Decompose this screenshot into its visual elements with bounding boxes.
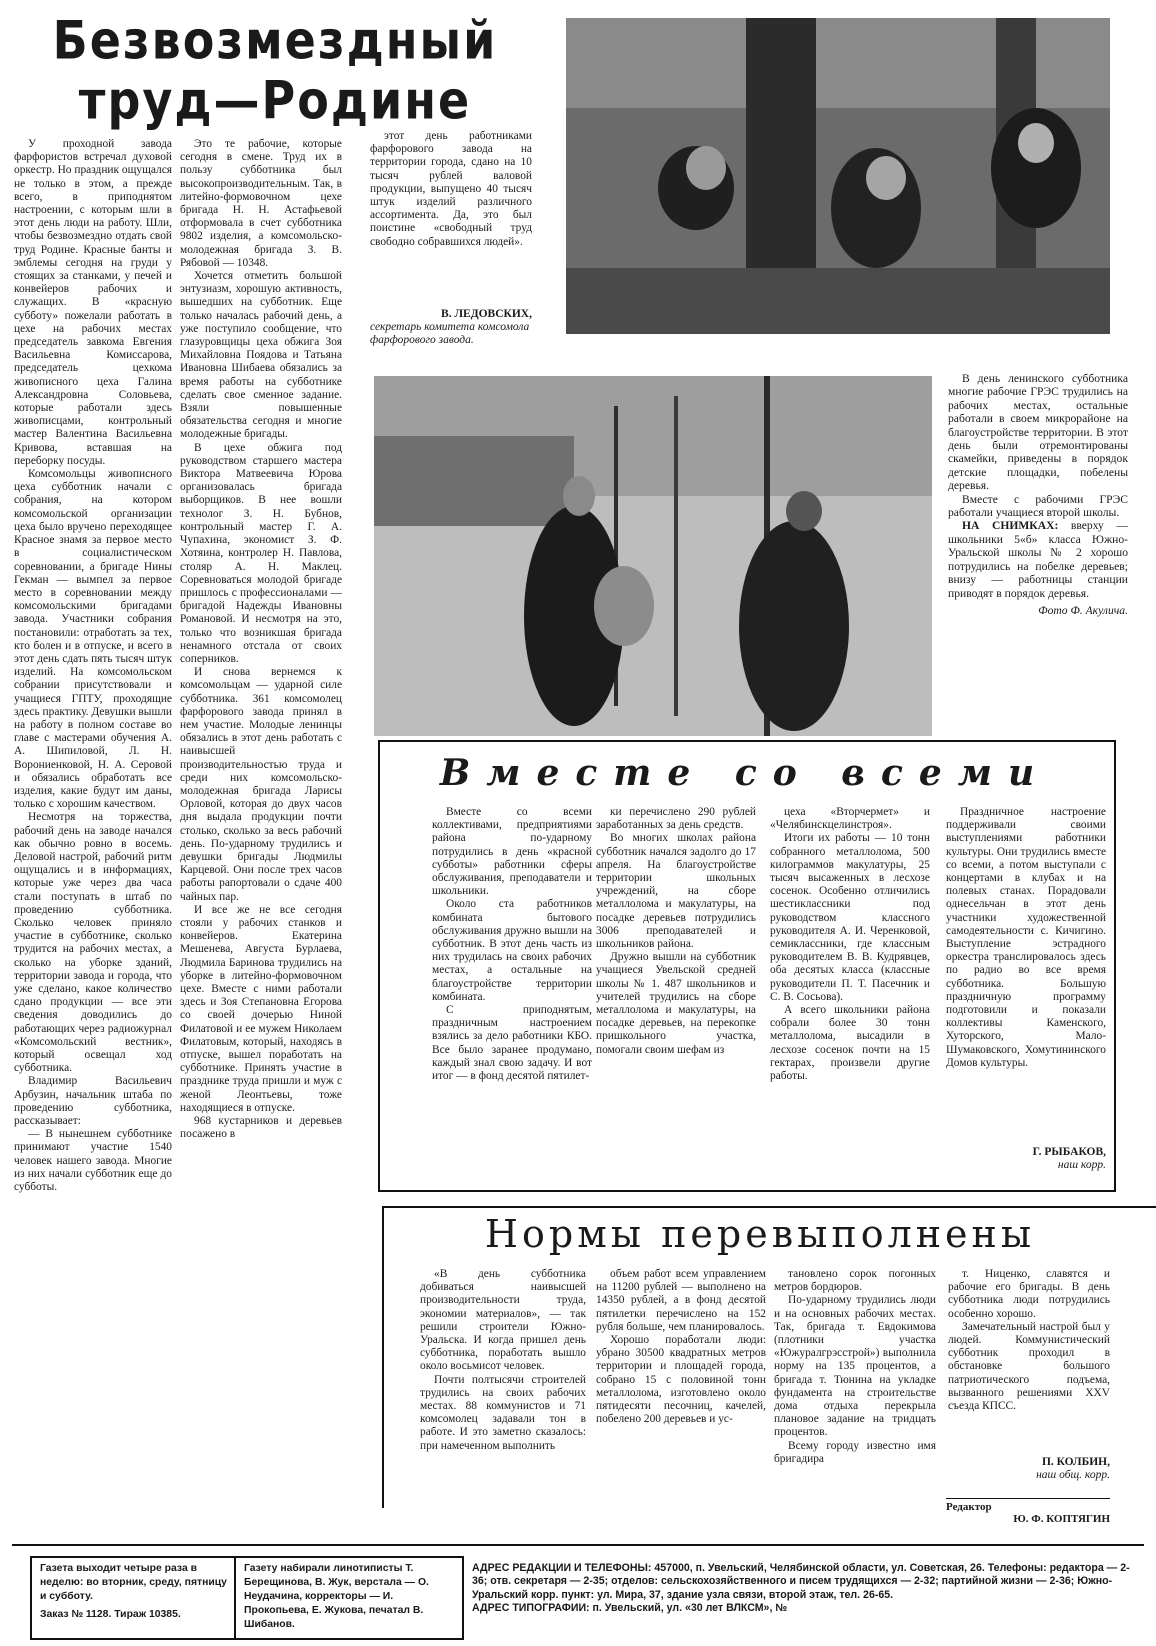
footer-divider [234,1556,236,1638]
footer-schedule [40,1562,230,1622]
paragraph: Владимир Васильевич Арбузин, начальник штаба по проведению субботника, рассказывает: [14,1075,172,1128]
article-signature [370,308,532,347]
photo-top-image [566,18,1110,334]
together-title: Вместе со всеми [439,752,1051,794]
photo-top-students [566,18,1110,334]
paragraph: тановлено сорок погонных метров бордюров. [774,1268,936,1294]
signature-name: Г. РЫБАКОВ, [1032,1146,1106,1158]
together-signature [946,1146,1106,1172]
paragraph: У проходной завода фарфористов встречал духовой оркестр. Но праздник ощущался не только в этом, а прежде всего, в приподнятом настроении, с которым шли в этот день люди на работу. Шли, чтобы безвозмездно отдать свой труд Родине. Красные банты и эмблемы сегодня на груди у стоящих за станками, у печей и конвейеров рабочих и служащих. В «красную субботу» пожелали работать в цехе на рабочих местах председатель завкома Евгения Васильевна Комиссарова, председатель цехкома живописного цеха Галина Александровна Соловьева, которые работали здесь живописцами, контрольный мастер Валентина Васильевна Кривова, вставшая на переборку посуды. [14,138,172,467]
editor-label: Редактор [946,1498,1110,1513]
article-column-2 [180,138,342,1468]
paragraph: — В нынешнем субботнике принимают участие 1540 человек нашего завода. Многие из них начали субботник еще до субботы. [14,1128,172,1194]
paragraph: В цехе обжига под руководством старшего мастера Виктора Матвеевича Юрова организовалась бригада выборщиков. В нее вошли технолог З. Н. Бубнов, контрольный мастер Г. А. Чупахина, экономист З. Ф. Хотяина, контролер Н. Павлова, столяр А. Н. Маклец. Соревноваться молодой бригаде пришлось с профессионалами — бригадой Надежды Ивановны Романовой. И несмотря на это, только что возникшая бригада ненамного отстала от своих соперников. [180,441,342,665]
together-column-1 [432,806,592,1176]
article-title-line2: труд—Родине [78,68,472,132]
paragraph: Почти полтысячи строителей трудились на своих рабочих местах. 88 коммунистов и 71 комсомолец задавали тон в работе. И это заметно сказалось: при намеченном выполнить [420,1373,586,1452]
photo-credit: Фото Ф. Акулича. [1038,603,1128,617]
article-title [40,8,510,132]
norms-title: Нормы перевыполнены [484,1212,1036,1256]
article-title-line1: Безвозмездный [52,8,498,72]
paragraph: цеха «Вторчермет» и «Челябинскцелинстроя». [770,806,930,832]
article-column-3 [370,130,532,305]
signature-name: В. ЛЕДОВСКИХ, [441,308,532,320]
footer-schedule-text: Газета выходит четыре раза в неделю: во вторник, среду, пятницу и субботу. [40,1563,227,1602]
footer-order-text: Заказ № 1128. Тираж 10385. [40,1609,181,1620]
paragraph: По-ударному трудились люди и на основных рабочих местах. Так, бригада т. Евдокимова (плотники участка «Южуралгрэсстрой») выполнила норму на 135 процентов, а бригада т. Тюнина на укладке фундамента на строительстве дома отдыха перекрыла плановое задание на тридцать процентов. [774,1294,936,1439]
norms-signature [948,1456,1110,1482]
paragraph: Около ста работников комбината бытового обслуживания дружно вышли на субботник. В этот день часть из них трудилась на своих рабочих местах, а остальные на благоустройстве территории комбината. [432,898,592,1003]
footer-address-text: АДРЕС РЕДАКЦИИ И ТЕЛЕФОНЫ: 457000, п. Увельский, Челябинской области, ул. Советская, 26. Телефоны: редактора — 2-36; отв. секретаря — 2-35; отделов: сельскохозяйственного и писем трудящихся — 2-32; партийной жизни — 2-36; Южно-Уральский корр. пункт: ул. Мира, 37, здание узла связи, второй этаж, тел. 26-65. [472,1562,1130,1601]
paragraph: Несмотря на торжества, рабочий день на заводе начался как обычно ровно в восемь. Деловой настрой, рабочий ритм ощущались и в информациях, которые уже через два часа стали поступать в штаб по проведению субботника. Сколько человек приняло участие в субботнике, сколько трудится на рабочих местах, а сколько на уборке зданий, территории завода и города, что уже сделано, какое количество сдано продукции — все эти сведения доводились до работающих через радиожурнал «Комсомольский вестник», который освещал ход субботника. [14,811,172,1075]
paragraph: Хочется отметить большой энтузиазм, хорошую активность, вышедших на субботник. Еще только началась рабочий день, а уже поступило сообщение, что глазуровщицы цеха обжига Зоя Михайловна Поядова и Татьяна Ивановна Шибаева обязались за время работы на субботнике сделать свое сменное задание. Взяли повышенные обязательства сегодня и многие молодежные бригады. [180,270,342,441]
caption-paragraph: В день ленинского субботника многие рабочие ГРЭС трудились на рабочих местах, остальные работали в своем микрорайоне на благоустройстве территории. В этот день были отремонтированы скамейки, приведены в порядок детские площадки, побелены деревья. [948,372,1128,493]
paragraph: Вместе со всеми коллективами, предприятиями района по-ударному потрудились в день «красной субботы» работники сферы обслуживания, преподаватели и школьники. [432,806,592,898]
photo-bottom-image [374,376,932,736]
footer-typeset: Газету набирали линотиписты Т. Берещинова, В. Жук, верстала — О. Неудачина, корректоры — И. Прокопьева, Е. Жукова, печатал В. Шибанов. [244,1563,429,1630]
paragraph: Комсомольцы живописного цеха субботник начали с собрания, на котором комсомольской организации цеха было вручено переходящее Красное знамя за первое место в социалистическом соревновании, а бригаде Нины Гекман — вымпел за первое место в соревновании между комсомольскими бригадами завода. Участники собрания постановили: отработать за тех, кто болен и в отпуске, и всего в этот день сдать пять тысяч штук изделий. На комсомольском собрании присутствовали и учащиеся ГПТУ, проходящие здесь практику. Девушки вышли на работу в полном составе во главе с мастерами обучения А. А. Шипиловой, Л. Н. Ворониенковой, Н. А. Серовой и обязались обработать все изделия, какие будут им даны, только с хорошим качеством. [14,468,172,811]
together-column-3 [770,806,930,1176]
footer-printing-text: АДРЕС ТИПОГРАФИИ: п. Увельский, ул. «30 лет ВЛКСМ», № [472,1602,788,1615]
together-column-2 [596,806,756,1176]
editor-name: Ю. Ф. КОПТЯГИН [1013,1513,1110,1525]
caption-paragraph [948,519,1128,599]
photo-bottom-workers [374,376,932,736]
norms-column-3 [774,1268,936,1513]
signature-name: П. КОЛБИН, [1041,1456,1110,1468]
paragraph: ки перечислено 290 рублей заработанных за день средств. [596,806,756,832]
caption-text: вверху — школьники 5«б» класса Южно-Уральской школы № 2 хорошо потрудились на побелке деревьев; внизу — работницы станции приводят в порядок деревья. [948,519,1128,600]
signature-title: секретарь комитета комсомола фарфорового завода. [370,321,530,346]
norms-column-4 [948,1268,1110,1433]
paragraph: Праздничное настроение поддерживали своими выступлениями работники культуры. Они трудились вместе со всеми, а потом выступали с концертами в клубах и на полевых станах. Порадовали однесельчан в этот день участники художественной самодеятельности с. Кичигино. Выступление эстрадного оркестра транслировалось здесь по радио во все время субботника. Большую праздничную программу подготовили и показали коллективы Каменского, Хуторского, Мало-Шумаковского, Хомутининского Домов культуры. [946,806,1106,1069]
article-column-1 [14,138,172,1468]
norms-column-1 [420,1268,586,1513]
norms-column-2 [596,1268,766,1513]
together-column-4 [946,806,1106,1136]
paragraph: этот день работниками фарфорового завода на территории города, сдано на 10 тысяч рублей валовой продукции, выпущено 40 тысяч штук изделий различного ассортимента. Да, это был поистине «свободный труд свободно собравшихся людей». [370,130,532,248]
paragraph: Это те рабочие, которые сегодня в смене. Труд их в пользу субботника был высокопроизводительным. Так, в литейно-формовочном цехе бригада Н. Н. Астафьевой отформовала в счет субботника 9802 изделия, а комсомольско-молодежная бригада З. В. Рябовой — 10348. [180,138,342,269]
caption-paragraph: Вместе с рабочими ГРЭС работали учащиеся второй школы. [948,492,1128,520]
footer-rule [12,1544,1144,1546]
paragraph: Во многих школах района субботник начался задолго до 17 апреля. На благоустройстве территории школьных учреждений, на сборе металлолома и макулатуры, на посадке деревьев потрудились 3006 преподавателей и школьников района. [596,832,756,951]
photo-caption [948,372,1128,712]
paragraph: И снова вернемся к комсомольцам — ударной силе субботника. 361 комсомолец фарфорового завода принял в нем участие. Молодые ленинцы обязались в этот день работать с наивысшей производительностью труда и среди них комсомольско-молодежная бригада Ларисы Орловой, которая до двух часов дня выдала продукции почти столько, сколько за весь рабочий день. По-ударному трудились и девушки бригады Людмилы Карцевой. Они после трех часов работы рапортовали о сдаче 400 чайных пар. [180,666,342,903]
caption-label: НА СНИМКАХ: [962,519,1059,533]
paragraph: А всего школьники района собрали более 30 тонн металлолома, высадили в лесхозе сосенок почти на 15 гектарах, произвели другие работы. [770,1004,930,1083]
signature-title: наш общ. корр. [1036,1469,1110,1481]
paragraph: 968 кустарников и деревьев посажено в [180,1115,342,1141]
paragraph: Всему городу известно имя бригадира [774,1439,936,1465]
footer-address [472,1562,1142,1616]
paragraph: «В день субботника добиваться наивысшей производительности труда, экономии материалов», — так решили строители Южно-Уральска. И когда пришел день субботника, поработать вышло около восьмисот человек. [420,1268,586,1373]
editor-block [946,1498,1110,1525]
paragraph: Дружно вышли на субботник учащиеся Увельской средней школы № 1. 487 школьников и учителей трудились на сборе металлолома и макулатуры, на посадке деревьев, на перекопке пришкольного участка, помогали своим шефам из [596,951,756,1056]
paragraph: объем работ всем управлением на 11200 рублей — выполнено на 14350 рублей, а в фонд десятой пятилетки перечислено на 152 рубля больше, чем планировалось. [596,1268,766,1333]
paragraph: Хорошо поработали люди: убрано 30500 квадратных метров территории и площадей города, собрано 15 с половиной тонн металлолома, изготовлено около пятидесяти песочниц, качелей, побелено 200 деревьев и ус- [596,1334,766,1426]
paragraph: Итоги их работы — 10 тонн собранного металлолома, 500 килограммов макулатуры, 25 тысяч высаженных в лесхозе сосенок. Особенно отличились шестиклассники под руководством классного руководителя А. И. Черенковой, семиклассники, где классным руководителем В. В. Кудрявцев, оба десятых класса (классные руководители П. Т. Пасечник и С. В. Сосьова). [770,832,930,1003]
signature-title: наш корр. [1057,1159,1106,1171]
paragraph: т. Ниценко, славятся и рабочие его бригады. В день субботника люди потрудились особенно хорошо. [948,1268,1110,1320]
paragraph: С приподнятым, праздничным настроением взялись за дело работники КБО. Все было заранее продумано, каждый знал свою задачу. И вот итог — в фонд десятой пятилет- [432,1004,592,1083]
paragraph: Замечательный настрой был у людей. Коммунистический субботник проходил в обстановке большого патриотического подъема, вызванного решениями XXV съезда КПСС. [948,1320,1110,1413]
paragraph: И все же не все сегодня стояли у рабочих станков и конвейеров. Екатерина Мешенева, Августа Бурлаева, Людмила Баринова трудились на уборке в литейно-формовочном цехе. Вместе с ними работали здесь и Зоя Степановна Егорова со своей дочерью Ниной Филатовой и ее мужем Николаем Филатовым, который, находясь в отпуске, вышел поработать на субботнике. Принять участие в празднике труда пришли и муж с женой Леонтьевы, тоже находящиеся в отпуске. [180,903,342,1114]
